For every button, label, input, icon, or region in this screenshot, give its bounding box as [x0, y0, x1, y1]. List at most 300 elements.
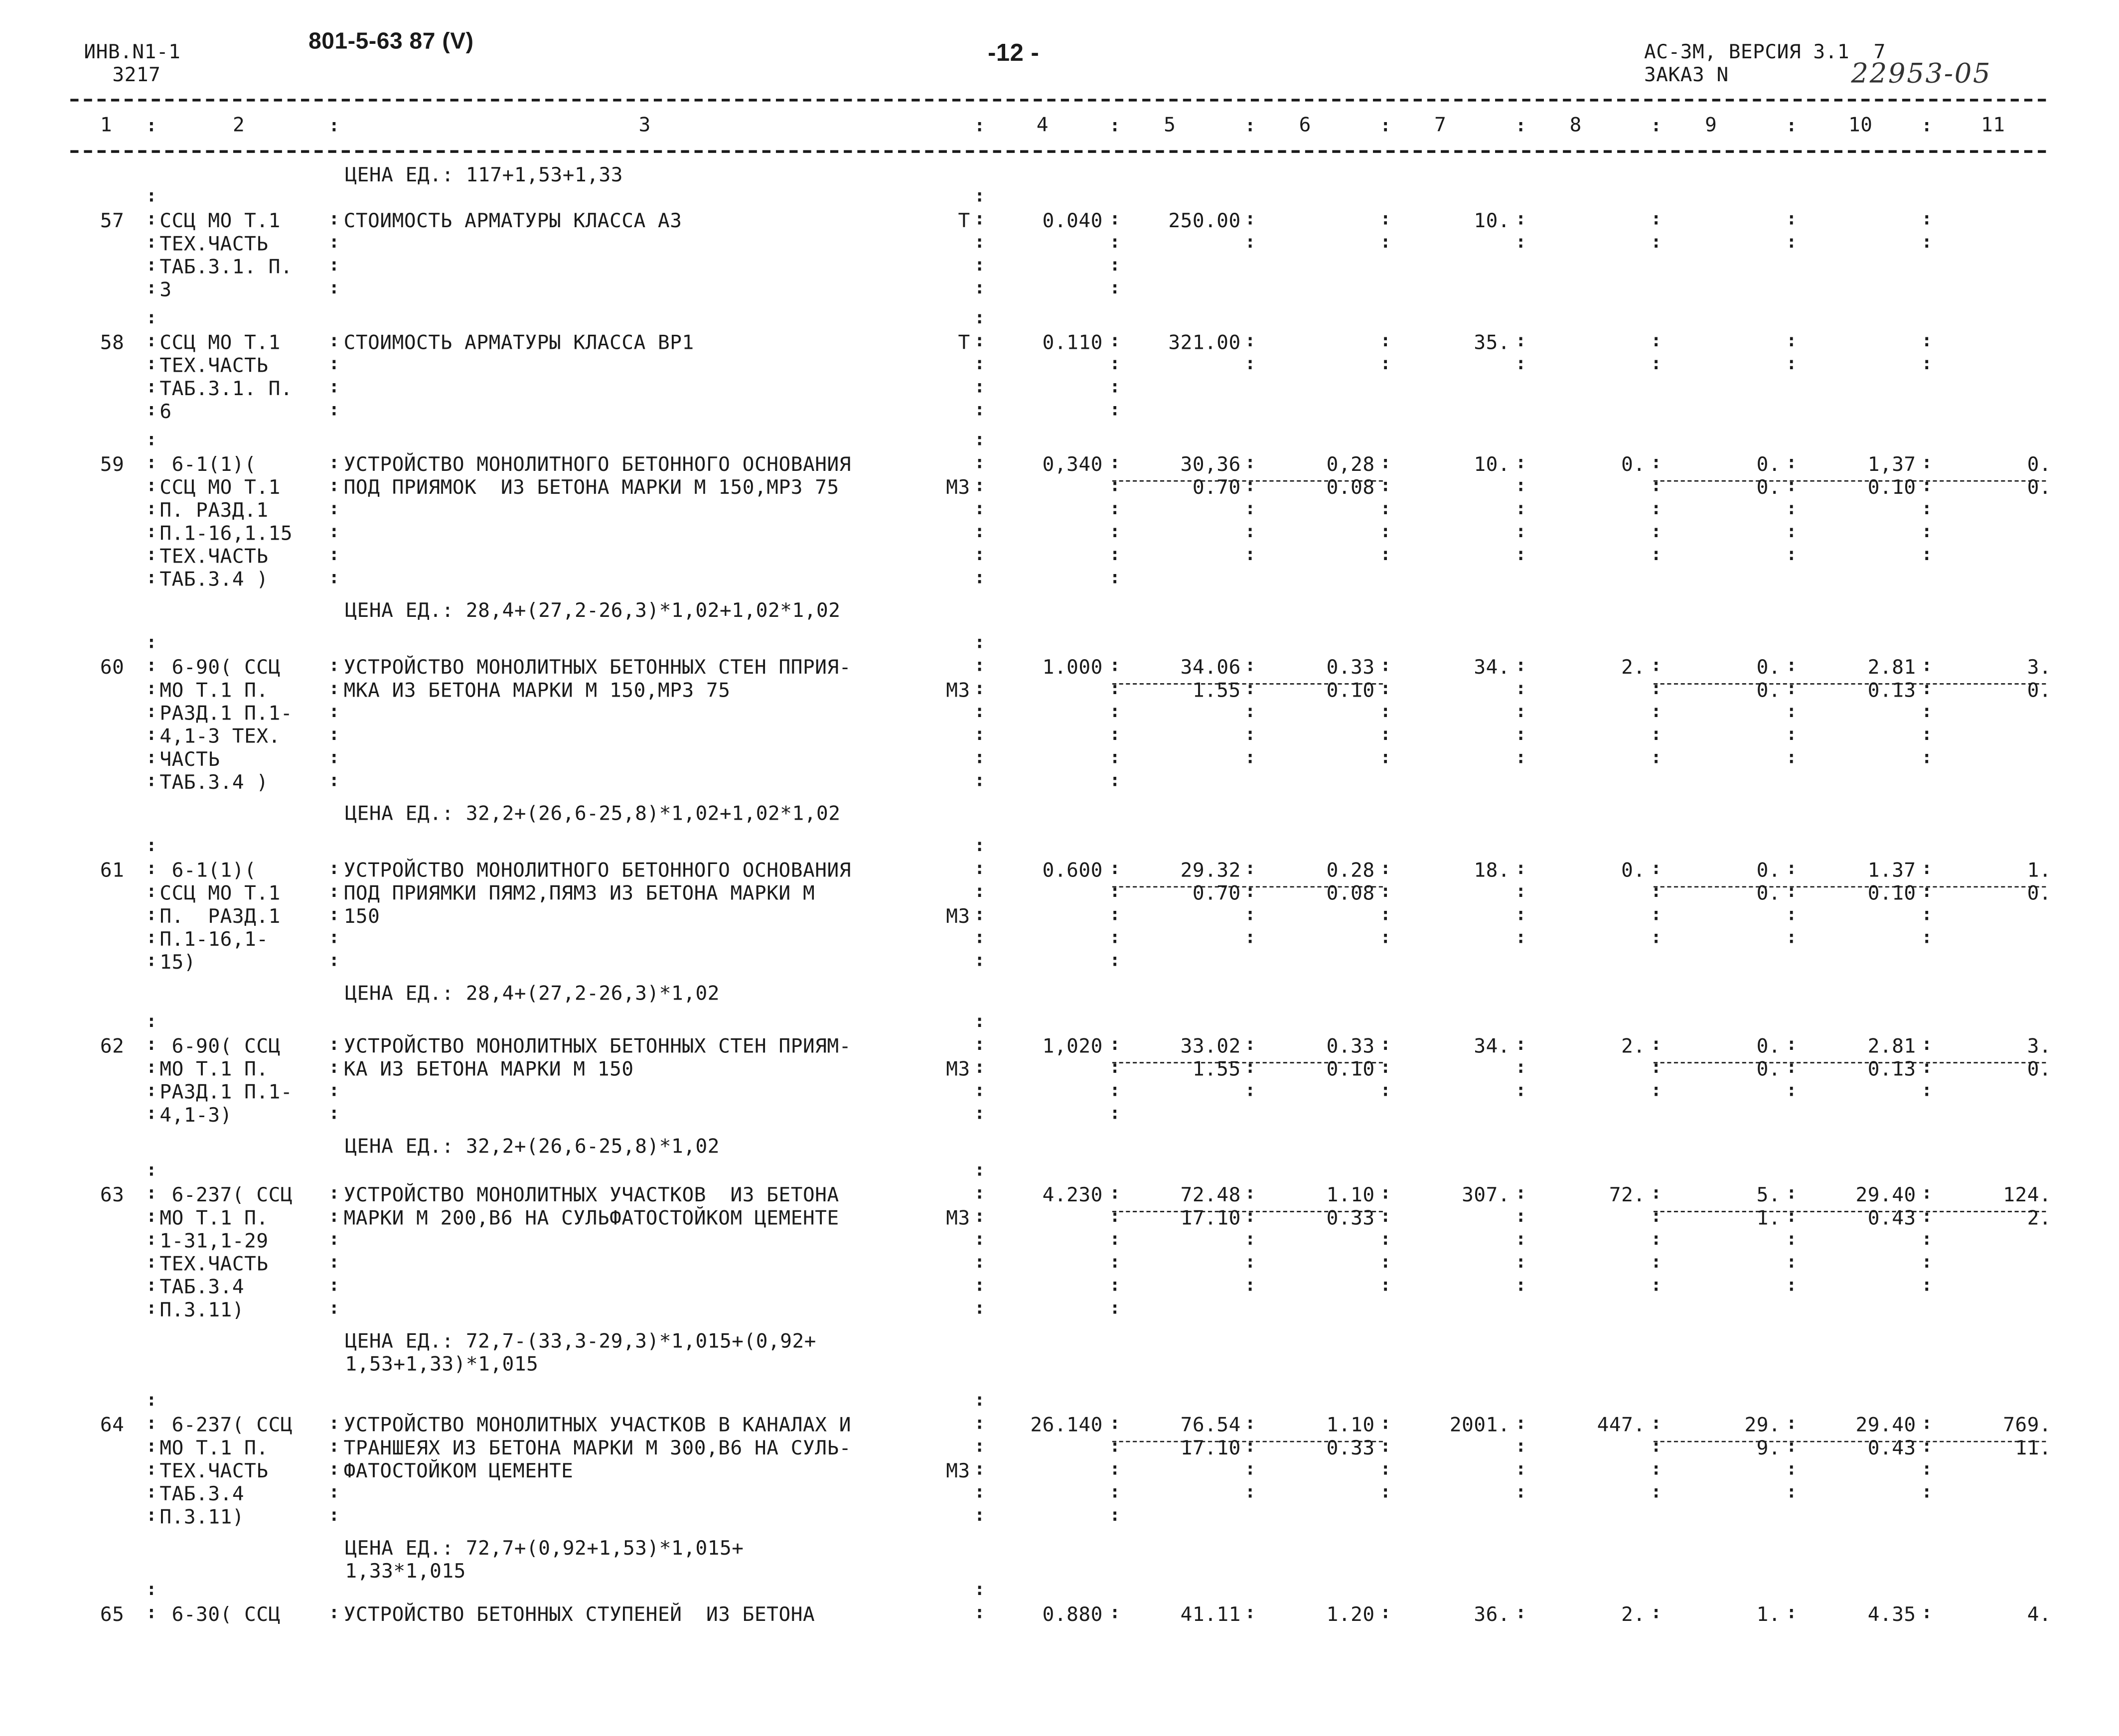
- column-separator: :: [974, 233, 985, 253]
- column-header-9: 9: [1705, 115, 1717, 137]
- column-separator: :: [974, 1035, 985, 1055]
- column-separator: :: [1515, 476, 1526, 497]
- column-separator: :: [146, 702, 157, 723]
- column-separator: :: [1921, 679, 1932, 700]
- column-separator: :: [1109, 748, 1120, 769]
- column-separator: :: [1380, 354, 1391, 375]
- cell-value-c7: 18.: [1474, 860, 1511, 882]
- column-separator: :: [1244, 1603, 1256, 1624]
- column-separator: :: [1515, 1603, 1526, 1624]
- column-separator: :: [974, 771, 985, 792]
- column-separator: :: [1651, 1603, 1662, 1624]
- cell-value-c8: 2.: [1621, 1036, 1646, 1058]
- cell-value-c5: 72.48: [1180, 1185, 1241, 1207]
- row-reference: П.3.11): [159, 1507, 245, 1529]
- column-separator: :: [328, 279, 340, 299]
- column-separator: :: [1786, 1183, 1797, 1204]
- column-separator: :: [1515, 1414, 1526, 1435]
- column-separator: :: [146, 1580, 157, 1601]
- column-separator: :: [1515, 859, 1526, 879]
- column-separator: :: [1109, 679, 1120, 700]
- price-formula: ЦЕНА ЕД.: 28,4+(27,2-26,3)*1,02: [345, 983, 720, 1006]
- column-separator: :: [146, 836, 157, 857]
- column-separator: :: [328, 400, 340, 421]
- row-number: 60: [100, 657, 125, 680]
- column-separator: :: [1109, 1230, 1120, 1250]
- column-separator: :: [974, 1276, 985, 1297]
- row-reference: РАЗД.1 П.1-: [159, 703, 293, 725]
- column-separator: :: [1651, 725, 1662, 746]
- row-reference: П.1-16,1-: [159, 929, 269, 951]
- row-reference: 6-30( ССЦ: [159, 1604, 281, 1626]
- column-separator: :: [1786, 116, 1797, 137]
- column-separator: :: [328, 1183, 340, 1204]
- column-separator: :: [146, 656, 157, 677]
- cell-value-c9: 5.: [1756, 1185, 1781, 1207]
- cell-value-c9b: 0.: [1756, 1059, 1781, 1081]
- column-separator: :: [1651, 545, 1662, 566]
- column-separator: :: [328, 1081, 340, 1102]
- column-separator: :: [1109, 233, 1120, 253]
- column-separator: :: [1244, 928, 1256, 949]
- column-separator: :: [1109, 702, 1120, 723]
- cell-value-c11b: 0.: [2027, 477, 2052, 499]
- column-separator: :: [1921, 905, 1932, 926]
- column-separator: :: [328, 1437, 340, 1457]
- column-separator: :: [146, 1183, 157, 1204]
- column-separator: :: [1786, 679, 1797, 700]
- column-separator: :: [1515, 1459, 1526, 1480]
- column-separator: :: [1786, 354, 1797, 375]
- column-separator: :: [1921, 1081, 1932, 1102]
- column-separator: :: [328, 1230, 340, 1250]
- row-description: КА ИЗ БЕТОНА МАРКИ М 150: [343, 1059, 634, 1081]
- cell-value-c4: 0.880: [1042, 1604, 1103, 1626]
- cell-value-c5: 250.00: [1168, 211, 1241, 233]
- row-reference: 6-237( ССЦ: [159, 1415, 293, 1437]
- column-separator: :: [1380, 545, 1391, 566]
- column-separator: :: [146, 453, 157, 474]
- column-separator: :: [1515, 1183, 1526, 1204]
- cell-value-c6: 0.33: [1326, 657, 1375, 680]
- column-separator: :: [146, 1035, 157, 1055]
- column-separator: :: [1244, 656, 1256, 677]
- column-separator: :: [1380, 1230, 1391, 1250]
- column-separator: :: [1109, 1299, 1120, 1319]
- column-separator: :: [146, 1437, 157, 1457]
- price-formula: ЦЕНА ЕД.: 28,4+(27,2-26,3)*1,02+1,02*1,02: [345, 600, 841, 622]
- cell-value-c8: 2.: [1621, 1604, 1646, 1626]
- column-separator: :: [974, 1437, 985, 1457]
- cell-value-c5: 30,36: [1180, 454, 1241, 476]
- cell-value-c6b: 0.10: [1326, 1059, 1375, 1081]
- column-separator: :: [328, 1253, 340, 1274]
- column-separator: :: [328, 1414, 340, 1435]
- column-separator: :: [1921, 882, 1932, 903]
- column-separator: :: [1380, 476, 1391, 497]
- column-separator: :: [1515, 354, 1526, 375]
- column-separator: :: [1515, 453, 1526, 474]
- price-formula: ЦЕНА ЕД.: 32,2+(26,6-25,8)*1,02: [345, 1136, 720, 1158]
- column-separator: :: [974, 882, 985, 903]
- column-separator: :: [1244, 522, 1256, 543]
- column-separator: :: [974, 928, 985, 949]
- cell-value-c9b: 9.: [1756, 1438, 1781, 1460]
- column-separator: :: [974, 545, 985, 566]
- column-separator: :: [146, 256, 157, 276]
- column-separator: :: [1109, 951, 1120, 972]
- column-separator: :: [974, 1391, 985, 1411]
- row-number: 65: [100, 1604, 125, 1626]
- cell-value-c4: 1.000: [1042, 657, 1103, 680]
- column-separator: :: [1109, 279, 1120, 299]
- row-description: ТРАНШЕЯХ ИЗ БЕТОНА МАРКИ М 300,В6 НА СУЛЬ-: [343, 1438, 852, 1460]
- column-separator: :: [1651, 1459, 1662, 1480]
- cell-value-c8: 447.: [1597, 1415, 1646, 1437]
- column-separator: :: [146, 771, 157, 792]
- column-separator: :: [1921, 1414, 1932, 1435]
- price-formula: ЦЕНА ЕД.: 117+1,53+1,33: [345, 165, 623, 187]
- row-reference: ТЕХ.ЧАСТЬ: [159, 356, 269, 378]
- column-separator: :: [146, 928, 157, 949]
- column-separator: :: [1244, 1081, 1256, 1102]
- column-separator: :: [1244, 1482, 1256, 1503]
- row-description: 150: [343, 906, 380, 928]
- column-separator: :: [1921, 331, 1932, 352]
- column-separator: :: [1786, 1603, 1797, 1624]
- cell-value-c8: 0.: [1621, 860, 1646, 882]
- row-number: 59: [100, 454, 125, 476]
- price-formula: ЦЕНА ЕД.: 72,7+(0,92+1,53)*1,015+: [345, 1538, 744, 1560]
- column-separator: :: [1109, 1058, 1120, 1079]
- cell-value-c6: 1.10: [1326, 1185, 1375, 1207]
- column-separator: :: [1786, 453, 1797, 474]
- column-separator: :: [328, 476, 340, 497]
- column-separator: :: [146, 568, 157, 589]
- column-separator: :: [146, 905, 157, 926]
- column-separator: :: [1786, 1206, 1797, 1227]
- column-separator: :: [1380, 1459, 1391, 1480]
- page-number: -12 -: [988, 39, 1040, 67]
- column-separator: :: [1244, 748, 1256, 769]
- cell-value-c11: 3.: [2027, 657, 2052, 680]
- row-description: УСТРОЙСТВО МОНОЛИТНОГО БЕТОННОГО ОСНОВАНИЯ: [343, 454, 852, 476]
- column-separator: :: [146, 1104, 157, 1125]
- column-separator: :: [328, 1299, 340, 1319]
- cell-value-c5: 321.00: [1168, 332, 1241, 355]
- header-rule-bottom: [70, 150, 2046, 152]
- row-reference: ТЕХ.ЧАСТЬ: [159, 546, 269, 569]
- column-separator: :: [1109, 522, 1120, 543]
- column-separator: :: [1380, 905, 1391, 926]
- column-separator: :: [1515, 679, 1526, 700]
- cell-value-c9: 0.: [1756, 1036, 1781, 1058]
- column-separator: :: [146, 233, 157, 253]
- column-separator: :: [1380, 1253, 1391, 1274]
- column-separator: :: [1921, 545, 1932, 566]
- column-separator: :: [1651, 1058, 1662, 1079]
- cell-value-c10b: 0.10: [1867, 477, 1916, 499]
- column-separator: :: [328, 1206, 340, 1227]
- column-separator: :: [1244, 545, 1256, 566]
- cell-value-c4: 1,020: [1042, 1036, 1103, 1058]
- row-reference: МО Т.1 П.: [159, 1438, 269, 1460]
- column-separator: :: [328, 1459, 340, 1480]
- column-separator: :: [1921, 209, 1932, 230]
- row-description: УСТРОЙСТВО МОНОЛИТНЫХ БЕТОННЫХ СТЕН ПРИЯМ-: [343, 1036, 852, 1058]
- price-formula: ЦЕНА ЕД.: 72,7-(33,3-29,3)*1,015+(0,92+: [345, 1331, 816, 1353]
- cell-value-c11b: 0.: [2027, 883, 2052, 905]
- column-separator: :: [1244, 354, 1256, 375]
- column-separator: :: [974, 1230, 985, 1250]
- column-separator: :: [1109, 476, 1120, 497]
- cell-value-c4: 0.110: [1042, 332, 1103, 355]
- column-separator: :: [974, 1206, 985, 1227]
- cell-value-c10: 29.40: [1855, 1415, 1916, 1437]
- column-separator: :: [1380, 116, 1391, 137]
- column-separator: :: [974, 1299, 985, 1319]
- column-separator: :: [1921, 928, 1932, 949]
- column-separator: :: [1515, 725, 1526, 746]
- cell-value-c6: 1.10: [1326, 1415, 1375, 1437]
- column-separator: :: [146, 951, 157, 972]
- column-separator: :: [1109, 568, 1120, 589]
- column-separator: :: [1109, 1104, 1120, 1125]
- cell-value-c5b: 17.10: [1180, 1438, 1241, 1460]
- column-separator: :: [146, 279, 157, 299]
- row-unit: М3: [946, 1461, 970, 1483]
- column-header-2: 2: [233, 115, 245, 137]
- column-separator: :: [974, 256, 985, 276]
- cell-value-c10b: 0.10: [1867, 883, 1916, 905]
- cell-value-c6b: 0.08: [1326, 477, 1375, 499]
- cell-value-c7: 34.: [1474, 657, 1511, 680]
- cell-value-c5: 34.06: [1180, 657, 1241, 680]
- column-separator: :: [974, 377, 985, 398]
- cell-value-c5b: 17.10: [1180, 1208, 1241, 1230]
- cell-value-c4: 0,340: [1042, 454, 1103, 476]
- column-separator: :: [146, 1459, 157, 1480]
- cell-value-c10: 4.35: [1867, 1604, 1916, 1626]
- column-separator: :: [1515, 882, 1526, 903]
- column-separator: :: [1651, 1183, 1662, 1204]
- column-separator: :: [974, 499, 985, 520]
- column-separator: :: [146, 354, 157, 375]
- column-separator: :: [1515, 209, 1526, 230]
- column-separator: :: [1651, 1035, 1662, 1055]
- column-separator: :: [1109, 256, 1120, 276]
- column-separator: :: [1921, 1058, 1932, 1079]
- column-separator: :: [1921, 354, 1932, 375]
- cell-value-c8: 0.: [1621, 454, 1646, 476]
- column-separator: :: [1515, 1482, 1526, 1503]
- column-header-10: 10: [1848, 115, 1873, 137]
- column-separator: :: [1244, 702, 1256, 723]
- cell-value-c9: 0.: [1756, 657, 1781, 680]
- column-separator: :: [1651, 522, 1662, 543]
- column-separator: :: [1921, 702, 1932, 723]
- column-separator: :: [328, 951, 340, 972]
- column-separator: :: [974, 1459, 985, 1480]
- column-separator: :: [1786, 1081, 1797, 1102]
- column-separator: :: [1786, 748, 1797, 769]
- column-separator: :: [328, 656, 340, 677]
- column-separator: :: [1651, 233, 1662, 253]
- cell-value-c4: 4.230: [1042, 1185, 1103, 1207]
- cell-value-c7: 10.: [1474, 211, 1511, 233]
- column-separator: :: [328, 256, 340, 276]
- column-separator: :: [1380, 1276, 1391, 1297]
- column-separator: :: [1786, 1058, 1797, 1079]
- row-reference: ТАБ.3.1. П.: [159, 379, 293, 401]
- column-separator: :: [1651, 331, 1662, 352]
- cell-value-c11: 3.: [2027, 1036, 2052, 1058]
- column-separator: :: [1380, 499, 1391, 520]
- column-separator: :: [1786, 1482, 1797, 1503]
- column-separator: :: [1380, 1482, 1391, 1503]
- cell-value-c9: 1.: [1756, 1604, 1781, 1626]
- column-separator: :: [974, 951, 985, 972]
- column-separator: :: [328, 1104, 340, 1125]
- column-separator: :: [146, 186, 157, 207]
- column-separator: :: [1651, 656, 1662, 677]
- cell-value-c5b: 1.55: [1192, 1059, 1241, 1081]
- cell-value-c6b: 0.33: [1326, 1438, 1375, 1460]
- column-separator: :: [974, 702, 985, 723]
- row-reference: ТЕХ.ЧАСТЬ: [159, 1461, 269, 1483]
- column-separator: :: [1515, 905, 1526, 926]
- column-separator: :: [1921, 1035, 1932, 1055]
- column-separator: :: [974, 836, 985, 857]
- column-separator: :: [1380, 1206, 1391, 1227]
- cell-value-c7: 34.: [1474, 1036, 1511, 1058]
- row-description: ПОД ПРИЯМКИ ПЯМ2,ПЯМ3 ИЗ БЕТОНА МАРКИ М: [343, 883, 815, 905]
- column-separator: :: [1651, 1230, 1662, 1250]
- column-separator: :: [328, 702, 340, 723]
- column-separator: :: [1380, 748, 1391, 769]
- column-separator: :: [1515, 499, 1526, 520]
- column-separator: :: [974, 1104, 985, 1125]
- cell-value-c9: 0.: [1756, 860, 1781, 882]
- cell-value-c7: 10.: [1474, 454, 1511, 476]
- column-header-3: 3: [638, 115, 651, 137]
- column-separator: :: [328, 453, 340, 474]
- column-separator: :: [1921, 1206, 1932, 1227]
- cell-value-c10: 29.40: [1855, 1185, 1916, 1207]
- column-separator: :: [146, 377, 157, 398]
- column-separator: :: [1921, 859, 1932, 879]
- column-separator: :: [1651, 905, 1662, 926]
- row-unit: Т: [958, 332, 970, 355]
- column-separator: :: [146, 1160, 157, 1181]
- cell-value-c8: 2.: [1621, 657, 1646, 680]
- column-separator: :: [974, 400, 985, 421]
- row-reference: ТАБ.3.4 ): [159, 570, 269, 591]
- column-separator: :: [1109, 859, 1120, 879]
- row-number: 62: [100, 1036, 125, 1058]
- row-description: УСТРОЙСТВО МОНОЛИТНЫХ БЕТОННЫХ СТЕН ППРИЯ-: [343, 657, 852, 680]
- row-reference: МО Т.1 П.: [159, 1059, 269, 1081]
- row-reference: 4,1-3): [159, 1105, 232, 1127]
- cell-value-c5: 33.02: [1180, 1036, 1241, 1058]
- column-separator: :: [974, 1580, 985, 1601]
- column-separator: :: [1515, 1081, 1526, 1102]
- column-separator: :: [1109, 1506, 1120, 1526]
- column-header-1: 1: [100, 115, 113, 137]
- price-formula: ЦЕНА ЕД.: 32,2+(26,6-25,8)*1,02+1,02*1,02: [345, 803, 841, 826]
- column-separator: :: [1380, 679, 1391, 700]
- row-reference: ССЦ МО Т.1: [159, 211, 281, 233]
- column-separator: :: [1786, 1437, 1797, 1457]
- column-separator: :: [1244, 331, 1256, 352]
- row-reference: 6-90( ССЦ: [159, 1036, 281, 1058]
- column-separator: :: [1244, 882, 1256, 903]
- cell-value-c10b: 0.43: [1867, 1438, 1916, 1460]
- cell-value-c6: 0.33: [1326, 1036, 1375, 1058]
- row-reference: ССЦ МО Т.1: [159, 332, 281, 355]
- column-separator: :: [1786, 545, 1797, 566]
- column-separator: :: [1109, 1081, 1120, 1102]
- cell-value-c11: 1.: [2027, 860, 2052, 882]
- column-separator: :: [1786, 702, 1797, 723]
- column-separator: :: [974, 116, 985, 137]
- column-separator: :: [1515, 1253, 1526, 1274]
- column-separator: :: [1109, 400, 1120, 421]
- column-separator: :: [1651, 476, 1662, 497]
- column-separator: :: [1651, 1482, 1662, 1503]
- row-description: МАРКИ М 200,В6 НА СУЛЬФАТОСТОЙКОМ ЦЕМЕНТЕ: [343, 1208, 839, 1230]
- column-separator: :: [1786, 656, 1797, 677]
- column-separator: :: [1515, 1035, 1526, 1055]
- column-separator: :: [1109, 354, 1120, 375]
- order-label: ЗАКАЗ N: [1644, 65, 1729, 87]
- column-separator: :: [1786, 905, 1797, 926]
- inventory-number: 3217: [112, 65, 161, 87]
- column-separator: :: [1921, 1603, 1932, 1624]
- column-separator: :: [146, 400, 157, 421]
- column-separator: :: [1515, 1276, 1526, 1297]
- column-separator: :: [1244, 1459, 1256, 1480]
- column-separator: :: [1515, 545, 1526, 566]
- column-separator: :: [974, 905, 985, 926]
- document-code: 801-5-63 87 (V): [308, 28, 474, 54]
- column-separator: :: [1244, 453, 1256, 474]
- column-separator: :: [1109, 725, 1120, 746]
- column-separator: :: [1244, 725, 1256, 746]
- column-separator: :: [1515, 116, 1526, 137]
- row-reference: 1-31,1-29: [159, 1231, 269, 1253]
- row-number: 63: [100, 1185, 125, 1207]
- column-separator: :: [1651, 679, 1662, 700]
- column-separator: :: [1651, 859, 1662, 879]
- column-header-7: 7: [1434, 115, 1447, 137]
- column-separator: :: [1651, 702, 1662, 723]
- column-separator: :: [1515, 1437, 1526, 1457]
- column-header-8: 8: [1569, 115, 1582, 137]
- column-separator: :: [974, 1603, 985, 1624]
- column-separator: :: [146, 1482, 157, 1503]
- column-separator: :: [1244, 1058, 1256, 1079]
- row-unit: Т: [958, 211, 970, 233]
- cell-value-c9: 0.: [1756, 454, 1781, 476]
- column-separator: :: [1380, 331, 1391, 352]
- column-separator: :: [1380, 1081, 1391, 1102]
- column-separator: :: [1109, 331, 1120, 352]
- column-separator: :: [146, 748, 157, 769]
- column-separator: :: [974, 859, 985, 879]
- inventory-label: ИНВ.N1-1: [84, 42, 181, 64]
- column-separator: :: [1109, 656, 1120, 677]
